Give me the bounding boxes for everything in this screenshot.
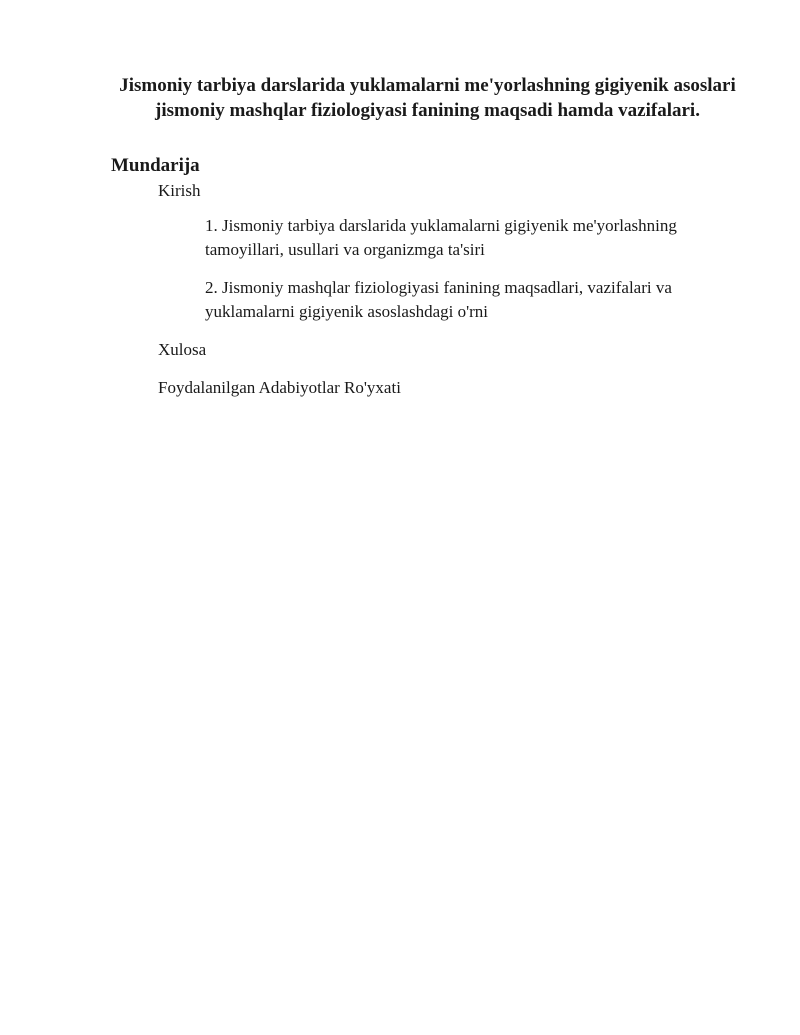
- toc-heading: Mundarija: [111, 155, 200, 176]
- toc-entry-conclusion: Xulosa: [158, 340, 207, 359]
- title-line-1: Jismoniy tarbiya darslarida yuklamalarni me'yorlashning gigiyenik asoslari: [119, 75, 736, 96]
- toc-entry-references: Foydalanilgan Adabiyotlar Ro'yxati: [158, 378, 401, 397]
- toc-entry-2: 2. Jismoniy mashqlar fiziologiyasi fanining maqsadlari, vazifalari va yuklamalarni gigiyenik asoslashdagi o'rni: [205, 278, 672, 321]
- toc-entry-1: 1. Jismoniy tarbiya darslarida yuklamalarni gigiyenik me'yorlashning tamoyillari, usullari va organizmga ta'siri: [205, 216, 677, 259]
- toc-entry-intro: Kirish: [158, 181, 201, 200]
- document-title: [100, 73, 755, 123]
- title-line-2: jismoniy mashqlar fiziologiyasi fanining maqsadi hamda vazifalari.: [155, 100, 700, 121]
